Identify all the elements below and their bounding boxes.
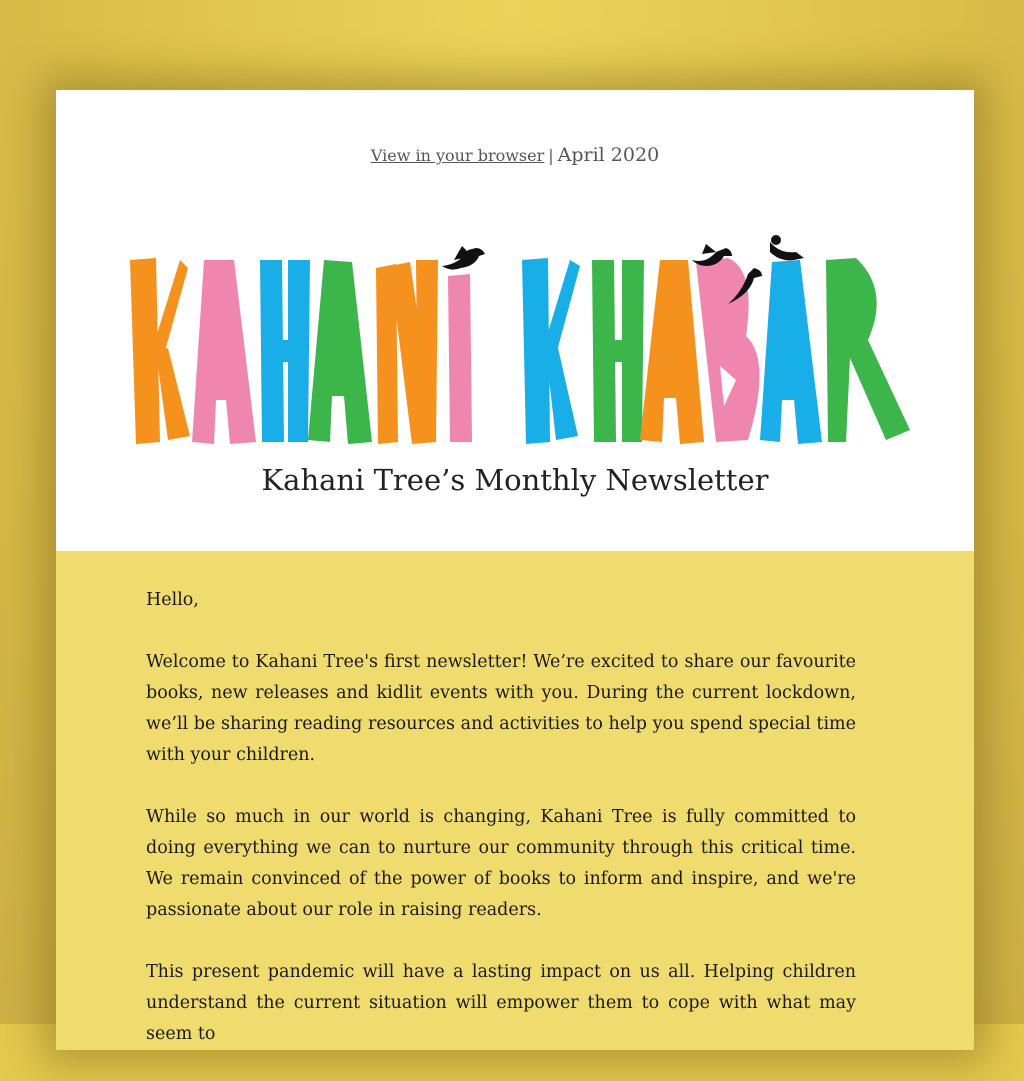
kahani-khabar-logo [56, 90, 974, 490]
logo-word-khabar [522, 235, 910, 444]
topline-separator: | [548, 146, 554, 165]
newsletter-body [146, 585, 856, 1081]
view-in-browser-link[interactable]: View in your browser [370, 146, 545, 165]
issue-date: April 2020 [557, 144, 660, 166]
newsletter-tagline: Kahani Tree’s Monthly Newsletter [261, 463, 769, 497]
greeting: Hello, [146, 590, 199, 610]
newsletter-card [56, 90, 974, 1050]
logo-word-kahani [130, 246, 485, 444]
newsletter-header [56, 90, 974, 551]
body-paragraph: This present pandemic will have a lasting impact on us all. Helping children understand the current situation will empower them to cope with what may seem to [146, 962, 856, 1044]
body-paragraph: Welcome to Kahani Tree's first newsletter! We’re excited to share our favourite books, new releases and kidlit events with you. During the current lockdown, we’ll be sharing reading resources and activities to help you spend special time with your children. [146, 652, 856, 765]
body-paragraph: While so much in our world is changing, Kahani Tree is fully committed to doing everything we can to nurture our community through this critical time. We remain convinced of the power of books to inform and inspire, and we're passionate about our role in raising readers. [146, 807, 856, 920]
